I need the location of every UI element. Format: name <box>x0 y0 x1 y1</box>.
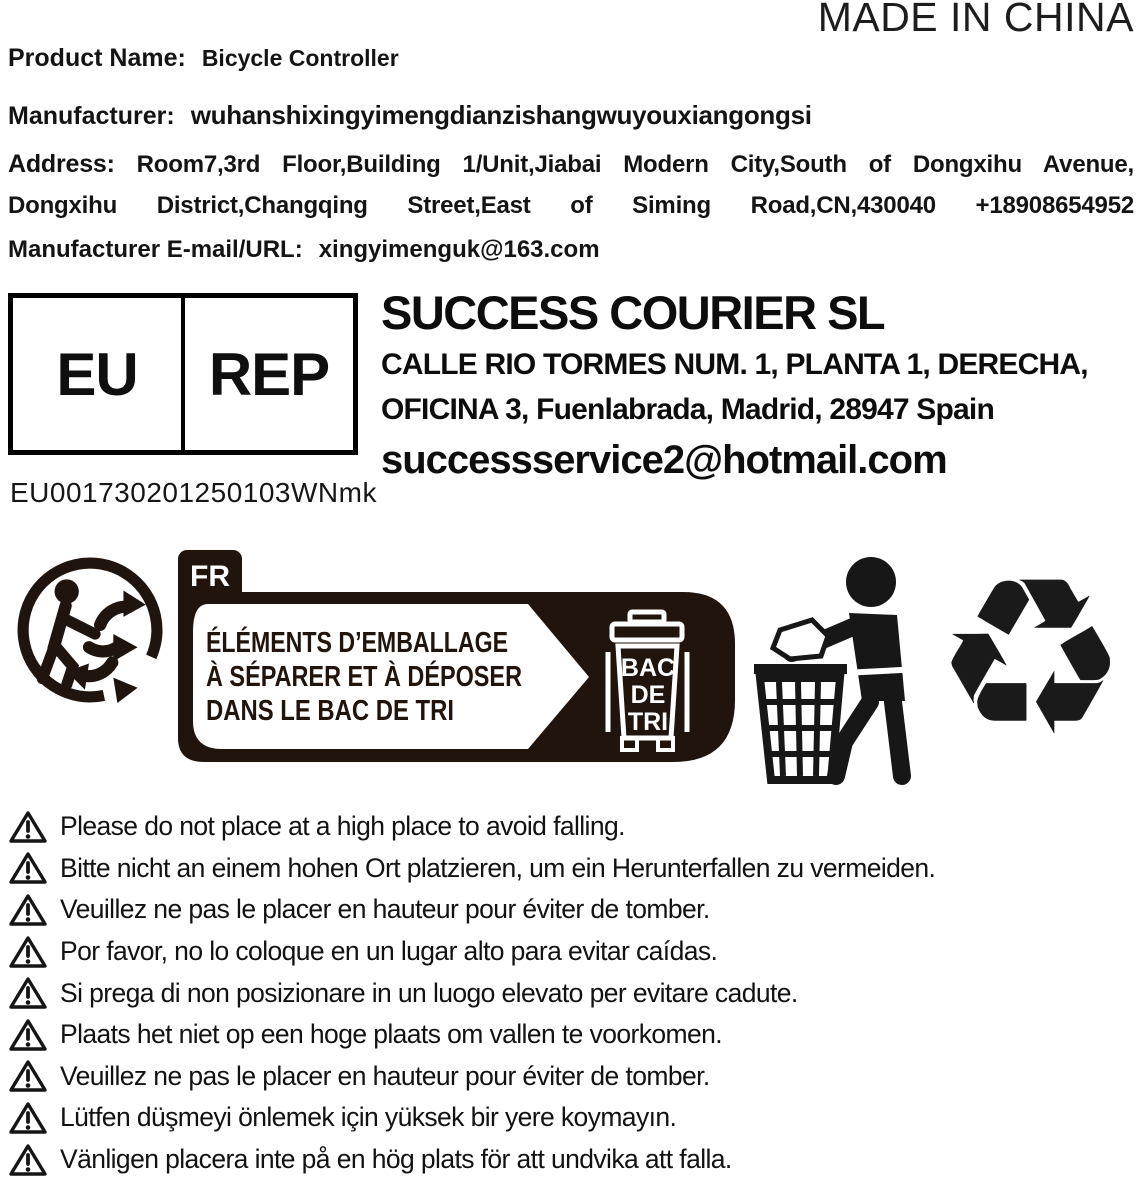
address-line-2: Dongxihu District,Changqing Street,East of Siming Road,CN,430040 +18908654952 <box>8 192 1134 219</box>
warning-triangle-icon <box>8 850 60 886</box>
warning-triangle-icon <box>8 1142 60 1178</box>
warning-text: Por favor, no lo coloque en un lugar alto para evitar caídas. <box>60 936 718 967</box>
warning-row <box>8 931 1136 973</box>
manufacturer-email-value: xingyimenguk@163.com <box>318 236 600 263</box>
warning-text: Lütfen düşmeyi önlemek için yüksek bir yere koymayın. <box>60 1102 677 1133</box>
eu-rep-info <box>381 288 1138 483</box>
warning-row <box>8 1097 1136 1139</box>
tidyman-icon <box>750 552 936 791</box>
warning-triangle-icon <box>8 975 60 1011</box>
eu-rep-code: EU001730201250103WNmk <box>10 477 377 508</box>
warning-text: Veuillez ne pas le placer en hauteur pour éviter de tomber. <box>60 1060 710 1091</box>
warning-row <box>8 1139 1136 1181</box>
triman-icon <box>14 554 166 711</box>
manufacturer-email-line <box>8 236 1134 264</box>
eu-rep-address-1: CALLE RIO TORMES NUM. 1, PLANTA 1, DERECHA, <box>381 348 1088 382</box>
warning-triangle-icon <box>8 892 60 928</box>
product-name-value: Bicycle Controller <box>201 45 399 71</box>
fr-sign-line2: À SÉPARER ET À DÉPOSER <box>206 661 598 693</box>
warning-text: Please do not place at a high place to avoid falling. <box>60 811 625 842</box>
fr-sign-line3: DANS LE BAC DE TRI <box>206 695 454 727</box>
warning-text: Vänligen placera inte på en hög plats för att undvika att falla. <box>60 1144 732 1175</box>
warning-text: Bitte nicht an einem hohen Ort platzieren, um ein Herunterfallen zu vermeiden. <box>60 852 936 883</box>
address-value-1: Room7,3rd Floor,Building 1/Unit,Jiabai Modern City,South of Dongxihu Avenue, <box>136 151 1134 178</box>
manufacturer-label: Manufacturer: <box>8 102 175 130</box>
bin-word-1: BAC <box>620 654 676 682</box>
warning-row <box>8 1014 1136 1056</box>
manufacturer-fields <box>8 44 1134 264</box>
recycle-icon: ♻ <box>933 532 1129 785</box>
address-label: Address: <box>8 150 115 178</box>
eu-rep-email: successservice2@hotmail.com <box>381 438 947 483</box>
eu-rep-company: SUCCESS COURIER SL <box>381 286 885 339</box>
eu-rep-address-2: OFICINA 3, Fuenlabrada, Madrid, 28947 Spain <box>381 393 994 427</box>
warnings-list <box>8 806 1136 1180</box>
fr-tab-label: FR <box>190 560 230 593</box>
bin-word-3: TRI <box>627 708 669 736</box>
warning-triangle-icon <box>8 1017 60 1053</box>
eu-rep-box-eu: EU <box>56 340 138 408</box>
warning-row <box>8 806 1136 848</box>
product-name-line <box>8 44 1134 73</box>
warning-row <box>8 1056 1136 1098</box>
manufacturer-value: wuhanshixingyimengdianzishangwuyouxiangongsi <box>190 100 812 130</box>
eu-rep-box <box>8 293 358 455</box>
warning-text: Si prega di non posizionare in un luogo elevato per evitare cadute. <box>60 977 798 1008</box>
made-in-china-title: MADE IN CHINA <box>817 0 1134 40</box>
manufacturer-line <box>8 100 1134 131</box>
warning-row <box>8 848 1136 890</box>
warning-triangle-icon <box>8 1058 60 1094</box>
manufacturer-email-label: Manufacturer E-mail/URL: <box>8 236 303 263</box>
fr-sorting-sign <box>178 550 735 769</box>
warning-text: Veuillez ne pas le placer en hauteur pour éviter de tomber. <box>60 894 710 925</box>
warning-triangle-icon <box>8 809 60 845</box>
warning-triangle-icon <box>8 1100 60 1136</box>
warning-row <box>8 889 1136 931</box>
address-line-1 <box>8 150 1134 179</box>
product-name-label: Product Name: <box>8 44 186 72</box>
warning-text: Plaats het niet op een hoge plaats om vallen te voorkomen. <box>60 1019 723 1050</box>
warning-row <box>8 972 1136 1014</box>
warning-triangle-icon <box>8 934 60 970</box>
bin-word-2: DE <box>630 681 666 709</box>
fr-sign-line1: ÉLÉMENTS D’EMBALLAGE <box>206 627 585 659</box>
eu-rep-box-rep: REP <box>181 298 353 450</box>
